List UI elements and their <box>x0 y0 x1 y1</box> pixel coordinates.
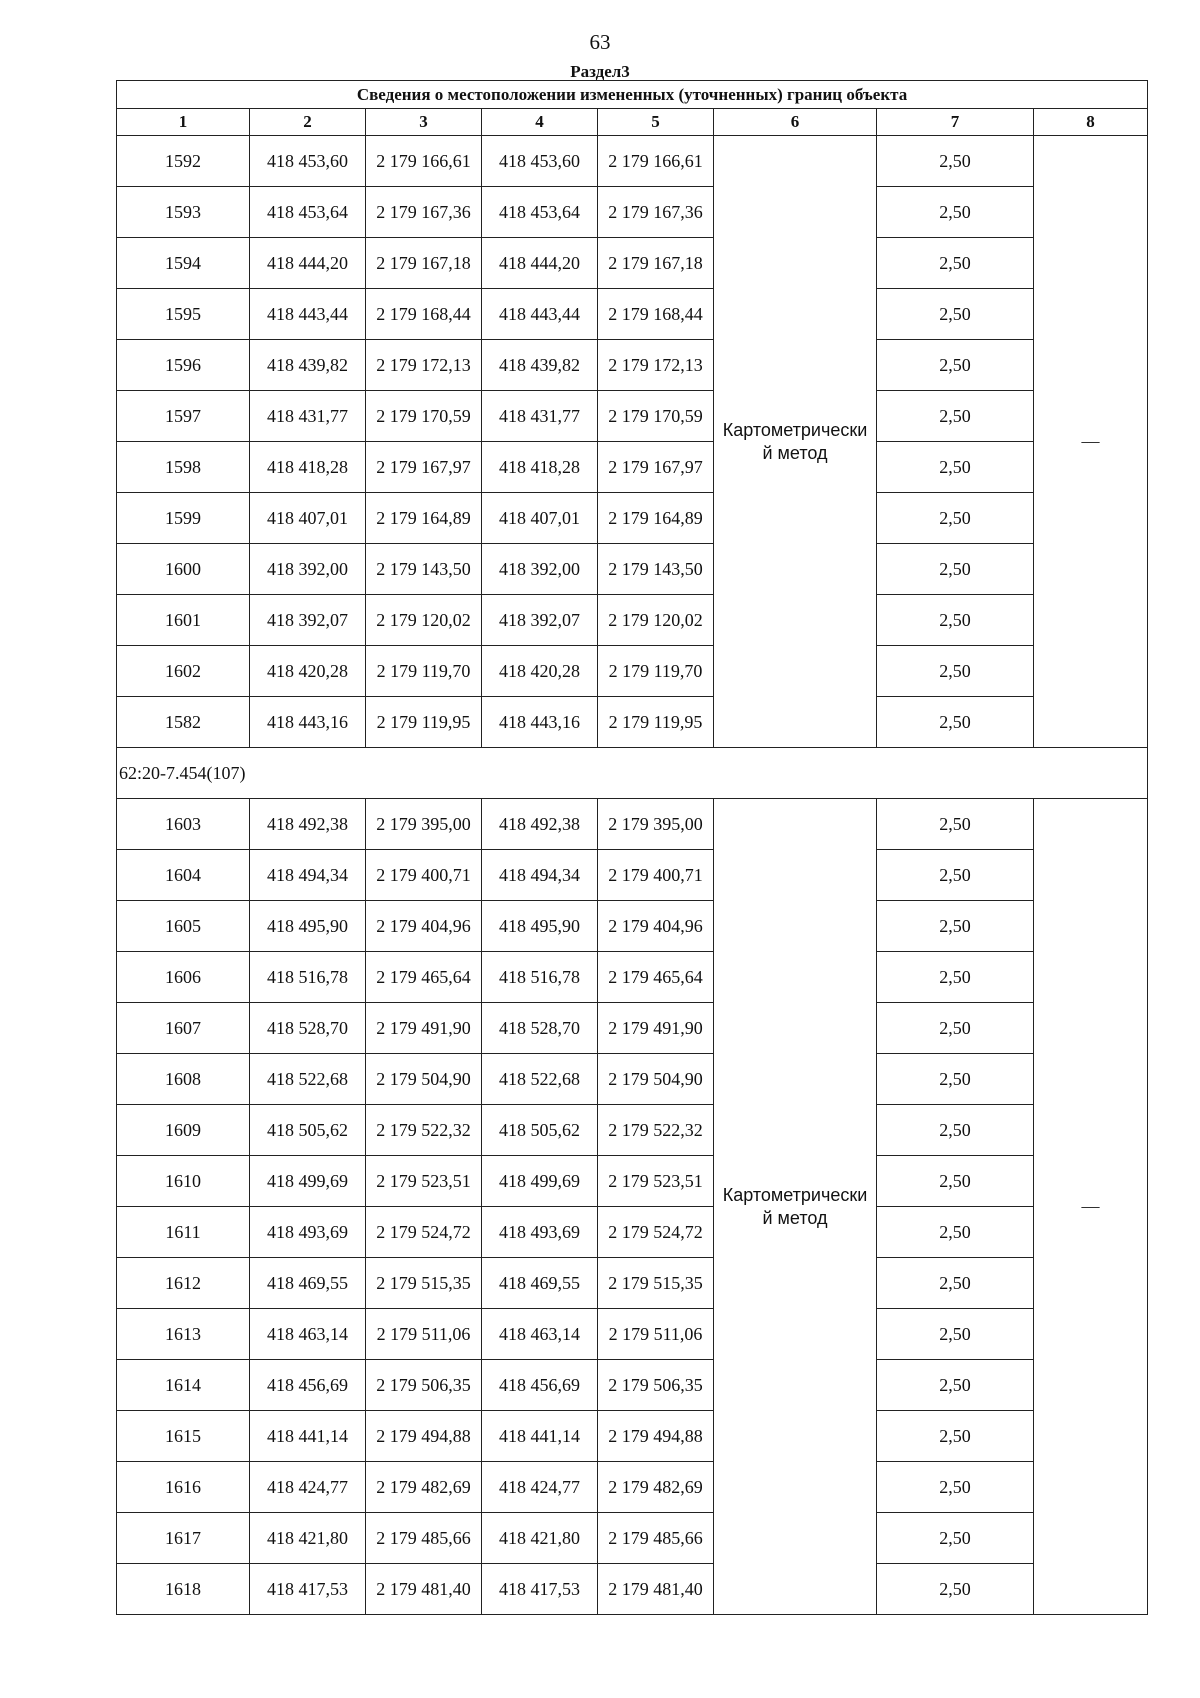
x-existing: 418 463,14 <box>250 1309 366 1360</box>
y-existing: 2 179 485,66 <box>366 1513 482 1564</box>
table-row <box>117 1360 1148 1411</box>
x-existing: 418 492,38 <box>250 799 366 850</box>
y-existing: 2 179 170,59 <box>366 391 482 442</box>
table-row <box>117 493 1148 544</box>
y-new: 2 179 143,50 <box>598 544 714 595</box>
group-label: 62:20-7.454(107) <box>117 748 1148 799</box>
x-existing: 418 453,60 <box>250 136 366 187</box>
x-existing: 418 453,64 <box>250 187 366 238</box>
page-number: 63 <box>589 30 611 54</box>
table-row <box>117 340 1148 391</box>
point-number: 1607 <box>117 1003 250 1054</box>
y-existing: 2 179 465,64 <box>366 952 482 1003</box>
x-existing: 418 522,68 <box>250 1054 366 1105</box>
point-number: 1611 <box>117 1207 250 1258</box>
column-number-1: 1 <box>117 109 250 136</box>
y-new: 2 179 506,35 <box>598 1360 714 1411</box>
y-new: 2 179 524,72 <box>598 1207 714 1258</box>
note-cell: — <box>1034 136 1148 748</box>
y-new: 2 179 522,32 <box>598 1105 714 1156</box>
point-number: 1610 <box>117 1156 250 1207</box>
accuracy-value: 2,50 <box>877 1054 1034 1105</box>
y-existing: 2 179 523,51 <box>366 1156 482 1207</box>
y-existing: 2 179 481,40 <box>366 1564 482 1615</box>
point-number: 1602 <box>117 646 250 697</box>
table-header <box>117 81 1148 136</box>
y-new: 2 179 170,59 <box>598 391 714 442</box>
y-new: 2 179 395,00 <box>598 799 714 850</box>
y-existing: 2 179 491,90 <box>366 1003 482 1054</box>
point-number: 1616 <box>117 1462 250 1513</box>
x-existing: 418 443,16 <box>250 697 366 748</box>
table-row <box>117 1411 1148 1462</box>
y-new: 2 179 167,97 <box>598 442 714 493</box>
accuracy-value: 2,50 <box>877 646 1034 697</box>
table-row <box>117 1513 1148 1564</box>
x-new: 418 407,01 <box>482 493 598 544</box>
x-existing: 418 431,77 <box>250 391 366 442</box>
y-existing: 2 179 167,36 <box>366 187 482 238</box>
table-row <box>117 697 1148 748</box>
table-row <box>117 646 1148 697</box>
point-number: 1601 <box>117 595 250 646</box>
y-new: 2 179 164,89 <box>598 493 714 544</box>
x-new: 418 421,80 <box>482 1513 598 1564</box>
x-existing: 418 499,69 <box>250 1156 366 1207</box>
point-number: 1614 <box>117 1360 250 1411</box>
table-row <box>117 442 1148 493</box>
table-row <box>117 391 1148 442</box>
x-new: 418 494,34 <box>482 850 598 901</box>
x-existing: 418 392,07 <box>250 595 366 646</box>
y-existing: 2 179 143,50 <box>366 544 482 595</box>
accuracy-value: 2,50 <box>877 1156 1034 1207</box>
y-new: 2 179 465,64 <box>598 952 714 1003</box>
table-row <box>117 187 1148 238</box>
y-new: 2 179 404,96 <box>598 901 714 952</box>
column-number-7: 7 <box>877 109 1034 136</box>
accuracy-value: 2,50 <box>877 493 1034 544</box>
accuracy-value: 2,50 <box>877 1258 1034 1309</box>
point-number: 1618 <box>117 1564 250 1615</box>
x-existing: 418 441,14 <box>250 1411 366 1462</box>
x-new: 418 424,77 <box>482 1462 598 1513</box>
y-existing: 2 179 515,35 <box>366 1258 482 1309</box>
x-new: 418 499,69 <box>482 1156 598 1207</box>
table-row <box>117 1003 1148 1054</box>
accuracy-value: 2,50 <box>877 340 1034 391</box>
y-existing: 2 179 494,88 <box>366 1411 482 1462</box>
table-row <box>117 1564 1148 1615</box>
point-number: 1597 <box>117 391 250 442</box>
table-row <box>117 850 1148 901</box>
accuracy-value: 2,50 <box>877 1309 1034 1360</box>
x-new: 418 392,07 <box>482 595 598 646</box>
table-row <box>117 1462 1148 1513</box>
y-existing: 2 179 482,69 <box>366 1462 482 1513</box>
column-number-3: 3 <box>366 109 482 136</box>
y-new: 2 179 494,88 <box>598 1411 714 1462</box>
accuracy-value: 2,50 <box>877 391 1034 442</box>
x-new: 418 443,16 <box>482 697 598 748</box>
x-new: 418 463,14 <box>482 1309 598 1360</box>
x-new: 418 444,20 <box>482 238 598 289</box>
table-row <box>117 136 1148 187</box>
x-existing: 418 420,28 <box>250 646 366 697</box>
x-existing: 418 505,62 <box>250 1105 366 1156</box>
section-title: Раздел3 <box>570 62 630 81</box>
y-new: 2 179 166,61 <box>598 136 714 187</box>
x-new: 418 420,28 <box>482 646 598 697</box>
y-existing: 2 179 120,02 <box>366 595 482 646</box>
y-existing: 2 179 167,97 <box>366 442 482 493</box>
x-existing: 418 443,44 <box>250 289 366 340</box>
point-number: 1612 <box>117 1258 250 1309</box>
accuracy-value: 2,50 <box>877 289 1034 340</box>
y-existing: 2 179 404,96 <box>366 901 482 952</box>
point-number: 1615 <box>117 1411 250 1462</box>
accuracy-value: 2,50 <box>877 799 1034 850</box>
table-row <box>117 1258 1148 1309</box>
y-new: 2 179 523,51 <box>598 1156 714 1207</box>
accuracy-value: 2,50 <box>877 1411 1034 1462</box>
x-new: 418 417,53 <box>482 1564 598 1615</box>
accuracy-value: 2,50 <box>877 544 1034 595</box>
x-new: 418 516,78 <box>482 952 598 1003</box>
accuracy-value: 2,50 <box>877 697 1034 748</box>
x-existing: 418 495,90 <box>250 901 366 952</box>
column-number-5: 5 <box>598 109 714 136</box>
y-new: 2 179 491,90 <box>598 1003 714 1054</box>
y-new: 2 179 167,18 <box>598 238 714 289</box>
x-existing: 418 516,78 <box>250 952 366 1003</box>
method-text-line: Картометрически <box>722 419 868 440</box>
column-number-row <box>117 109 1148 136</box>
y-existing: 2 179 119,70 <box>366 646 482 697</box>
x-new: 418 453,60 <box>482 136 598 187</box>
note-cell: — <box>1034 799 1148 1615</box>
point-number: 1605 <box>117 901 250 952</box>
y-existing: 2 179 119,95 <box>366 697 482 748</box>
method-text-line: Картометрически <box>722 1184 868 1205</box>
table-row <box>117 901 1148 952</box>
x-new: 418 505,62 <box>482 1105 598 1156</box>
accuracy-value: 2,50 <box>877 1564 1034 1615</box>
y-new: 2 179 172,13 <box>598 340 714 391</box>
x-existing: 418 424,77 <box>250 1462 366 1513</box>
point-number: 1606 <box>117 952 250 1003</box>
y-existing: 2 179 168,44 <box>366 289 482 340</box>
method-cell <box>714 136 877 748</box>
accuracy-value: 2,50 <box>877 952 1034 1003</box>
x-existing: 418 421,80 <box>250 1513 366 1564</box>
x-new: 418 522,68 <box>482 1054 598 1105</box>
accuracy-value: 2,50 <box>877 1003 1034 1054</box>
y-new: 2 179 400,71 <box>598 850 714 901</box>
x-existing: 418 418,28 <box>250 442 366 493</box>
accuracy-value: 2,50 <box>877 1462 1034 1513</box>
accuracy-value: 2,50 <box>877 136 1034 187</box>
y-new: 2 179 511,06 <box>598 1309 714 1360</box>
x-existing: 418 417,53 <box>250 1564 366 1615</box>
table-row <box>117 595 1148 646</box>
accuracy-value: 2,50 <box>877 595 1034 646</box>
column-number-4: 4 <box>482 109 598 136</box>
point-number: 1608 <box>117 1054 250 1105</box>
x-new: 418 439,82 <box>482 340 598 391</box>
y-new: 2 179 481,40 <box>598 1564 714 1615</box>
method-text-line: й метод <box>762 442 828 463</box>
point-number: 1595 <box>117 289 250 340</box>
x-existing: 418 392,00 <box>250 544 366 595</box>
point-number: 1596 <box>117 340 250 391</box>
point-group <box>117 748 1148 1615</box>
x-new: 418 493,69 <box>482 1207 598 1258</box>
point-number: 1593 <box>117 187 250 238</box>
coordinates-table <box>116 80 1148 1615</box>
y-existing: 2 179 524,72 <box>366 1207 482 1258</box>
x-new: 418 528,70 <box>482 1003 598 1054</box>
x-new: 418 418,28 <box>482 442 598 493</box>
x-new: 418 469,55 <box>482 1258 598 1309</box>
accuracy-value: 2,50 <box>877 1513 1034 1564</box>
column-number-6: 6 <box>714 109 877 136</box>
point-number: 1617 <box>117 1513 250 1564</box>
point-number: 1603 <box>117 799 250 850</box>
table-row <box>117 289 1148 340</box>
point-number: 1594 <box>117 238 250 289</box>
accuracy-value: 2,50 <box>877 1207 1034 1258</box>
accuracy-value: 2,50 <box>877 901 1034 952</box>
y-existing: 2 179 506,35 <box>366 1360 482 1411</box>
accuracy-value: 2,50 <box>877 1105 1034 1156</box>
y-existing: 2 179 167,18 <box>366 238 482 289</box>
table-row <box>117 799 1148 850</box>
accuracy-value: 2,50 <box>877 1360 1034 1411</box>
x-new: 418 443,44 <box>482 289 598 340</box>
point-number: 1592 <box>117 136 250 187</box>
x-new: 418 453,64 <box>482 187 598 238</box>
table-row <box>117 1207 1148 1258</box>
y-new: 2 179 504,90 <box>598 1054 714 1105</box>
y-existing: 2 179 504,90 <box>366 1054 482 1105</box>
y-existing: 2 179 172,13 <box>366 340 482 391</box>
point-number: 1599 <box>117 493 250 544</box>
y-new: 2 179 119,70 <box>598 646 714 697</box>
y-new: 2 179 167,36 <box>598 187 714 238</box>
x-new: 418 456,69 <box>482 1360 598 1411</box>
y-new: 2 179 168,44 <box>598 289 714 340</box>
method-cell <box>714 799 877 1615</box>
accuracy-value: 2,50 <box>877 850 1034 901</box>
x-new: 418 492,38 <box>482 799 598 850</box>
x-existing: 418 444,20 <box>250 238 366 289</box>
table-row <box>117 1156 1148 1207</box>
table-row <box>117 544 1148 595</box>
y-existing: 2 179 164,89 <box>366 493 482 544</box>
x-new: 418 441,14 <box>482 1411 598 1462</box>
x-new: 418 431,77 <box>482 391 598 442</box>
x-existing: 418 494,34 <box>250 850 366 901</box>
y-existing: 2 179 400,71 <box>366 850 482 901</box>
table-row <box>117 1105 1148 1156</box>
x-existing: 418 493,69 <box>250 1207 366 1258</box>
point-number: 1609 <box>117 1105 250 1156</box>
y-existing: 2 179 511,06 <box>366 1309 482 1360</box>
method-text-line: й метод <box>762 1207 828 1228</box>
y-new: 2 179 485,66 <box>598 1513 714 1564</box>
point-number: 1604 <box>117 850 250 901</box>
y-new: 2 179 515,35 <box>598 1258 714 1309</box>
x-existing: 418 528,70 <box>250 1003 366 1054</box>
y-existing: 2 179 166,61 <box>366 136 482 187</box>
accuracy-value: 2,50 <box>877 187 1034 238</box>
y-new: 2 179 120,02 <box>598 595 714 646</box>
point-number: 1582 <box>117 697 250 748</box>
accuracy-value: 2,50 <box>877 442 1034 493</box>
table-row <box>117 1309 1148 1360</box>
point-number: 1600 <box>117 544 250 595</box>
table-row <box>117 238 1148 289</box>
y-new: 2 179 119,95 <box>598 697 714 748</box>
table-row <box>117 1054 1148 1105</box>
accuracy-value: 2,50 <box>877 238 1034 289</box>
y-new: 2 179 482,69 <box>598 1462 714 1513</box>
column-number-2: 2 <box>250 109 366 136</box>
x-new: 418 495,90 <box>482 901 598 952</box>
x-existing: 418 456,69 <box>250 1360 366 1411</box>
x-existing: 418 407,01 <box>250 493 366 544</box>
point-group <box>117 136 1148 748</box>
point-number: 1613 <box>117 1309 250 1360</box>
y-existing: 2 179 522,32 <box>366 1105 482 1156</box>
group-label-row <box>117 748 1148 799</box>
y-existing: 2 179 395,00 <box>366 799 482 850</box>
table-caption: Сведения о местоположении измененных (уточненных) границ объекта <box>117 81 1148 109</box>
x-existing: 418 469,55 <box>250 1258 366 1309</box>
column-number-8: 8 <box>1034 109 1148 136</box>
point-number: 1598 <box>117 442 250 493</box>
x-existing: 418 439,82 <box>250 340 366 391</box>
x-new: 418 392,00 <box>482 544 598 595</box>
table-row <box>117 952 1148 1003</box>
